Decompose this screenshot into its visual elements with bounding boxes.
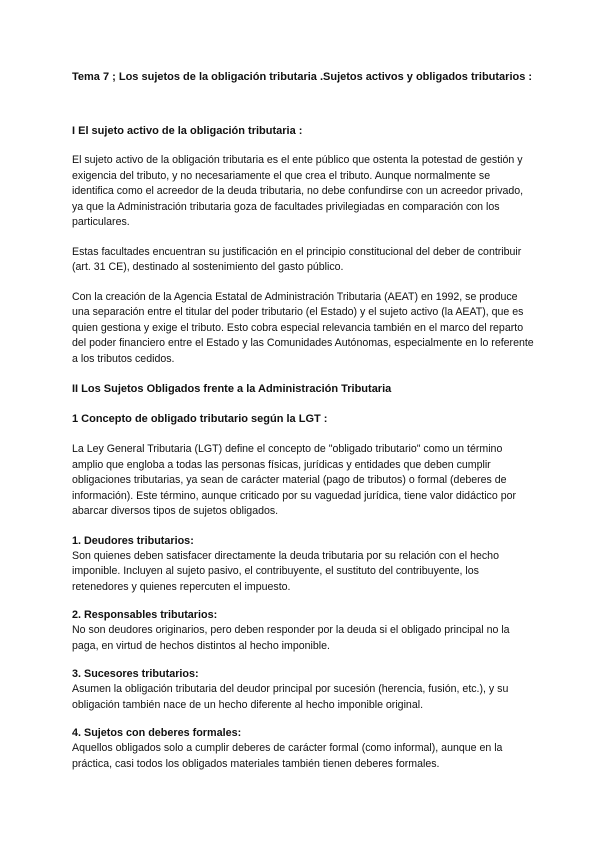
obligado-item-deberes-formales [72,726,534,772]
obligado-item-responsables [72,608,534,654]
document-page [72,69,534,785]
obligado-item-deudores [72,534,534,596]
item-heading: 1. Deudores tributarios: [72,534,194,547]
item-body: Aquellos obligados solo a cumplir deberes de carácter formal (como informal), aunque en la práctica, casi todos los obligados materiales también tienen deberes formales. [72,742,503,770]
section-2-intro: La Ley General Tributaria (LGT) define el concepto de "obligado tributario" como un término amplio que engloba a todas las personas físicas, jurídicas y entidades que deben cumplir obligaciones tributarias, ya sean de carácter material (pago de tributos) o formal (deberes de información). Este término, aunque criticado por su vaguedad jurídica, tiene valor didáctico por abarcar diversos tipos de sujetos obligados. [72,443,517,517]
section-1-paragraph-3: Con la creación de la Agencia Estatal de Administración Tributaria (AEAT) en 1992, se produce una separación entre el titular del poder tributario (el Estado) y el sujeto activo (la AEAT), que es quien gestiona y exige el tributo. Esto cobra especial relevancia también en el marco del reparto del poder financiero entre el Estado y las Comunidades Autónomas, especialmente en lo referente a los tributos cedidos. [72,290,534,365]
section-1-paragraph-1: El sujeto activo de la obligación tributaria es el ente público que ostenta la potestad de gestión y exigencia del tributo, y no necesariamente el que crea el tributo. Aunque normalmente se identifica como el acreedor de la deuda tributaria, no debe confundirse con un acreedor privado, ya que la Administración tributaria goza de facultades privilegiadas en comparación con los particulares. [72,154,524,228]
item-heading: 4. Sujetos con deberes formales: [72,727,242,739]
document-title: Tema 7 ; Los sujetos de la obligación tributaria .Sujetos activos y obligados tributarios : [72,71,533,83]
item-heading: 2. Responsables tributarios: [72,609,218,621]
section-2-subheading: 1 Concepto de obligado tributario según la LGT : [72,413,328,425]
item-heading: 3. Sucesores tributarios: [72,668,199,680]
item-body: Son quienes deben satisfacer directamente la deuda tributaria por su relación con el hecho imponible. Incluyen al sujeto pasivo, el contribuyente, el sustituto del contribuyente, los retenedores y quienes repercuten el impuesto. [72,549,499,593]
item-body: No son deudores originarios, pero deben responder por la deuda si el obligado principal no la paga, en virtud de hechos distintos al hecho imponible. [72,624,510,652]
section-2-heading: II Los Sujetos Obligados frente a la Administración Tributaria [72,383,392,395]
obligado-item-sucesores [72,667,534,713]
section-1-heading: I El sujeto activo de la obligación tributaria : [72,125,303,137]
section-1-paragraph-2: Estas facultades encuentran su justificación en el principio constitucional del deber de contribuir (art. 31 CE), destinado al sostenimiento del gasto público. [72,245,522,273]
item-body: Asumen la obligación tributaria del deudor principal por sucesión (herencia, fusión, etc.), y su obligación también nace de un hecho diferente al hecho imponible original. [72,683,509,711]
